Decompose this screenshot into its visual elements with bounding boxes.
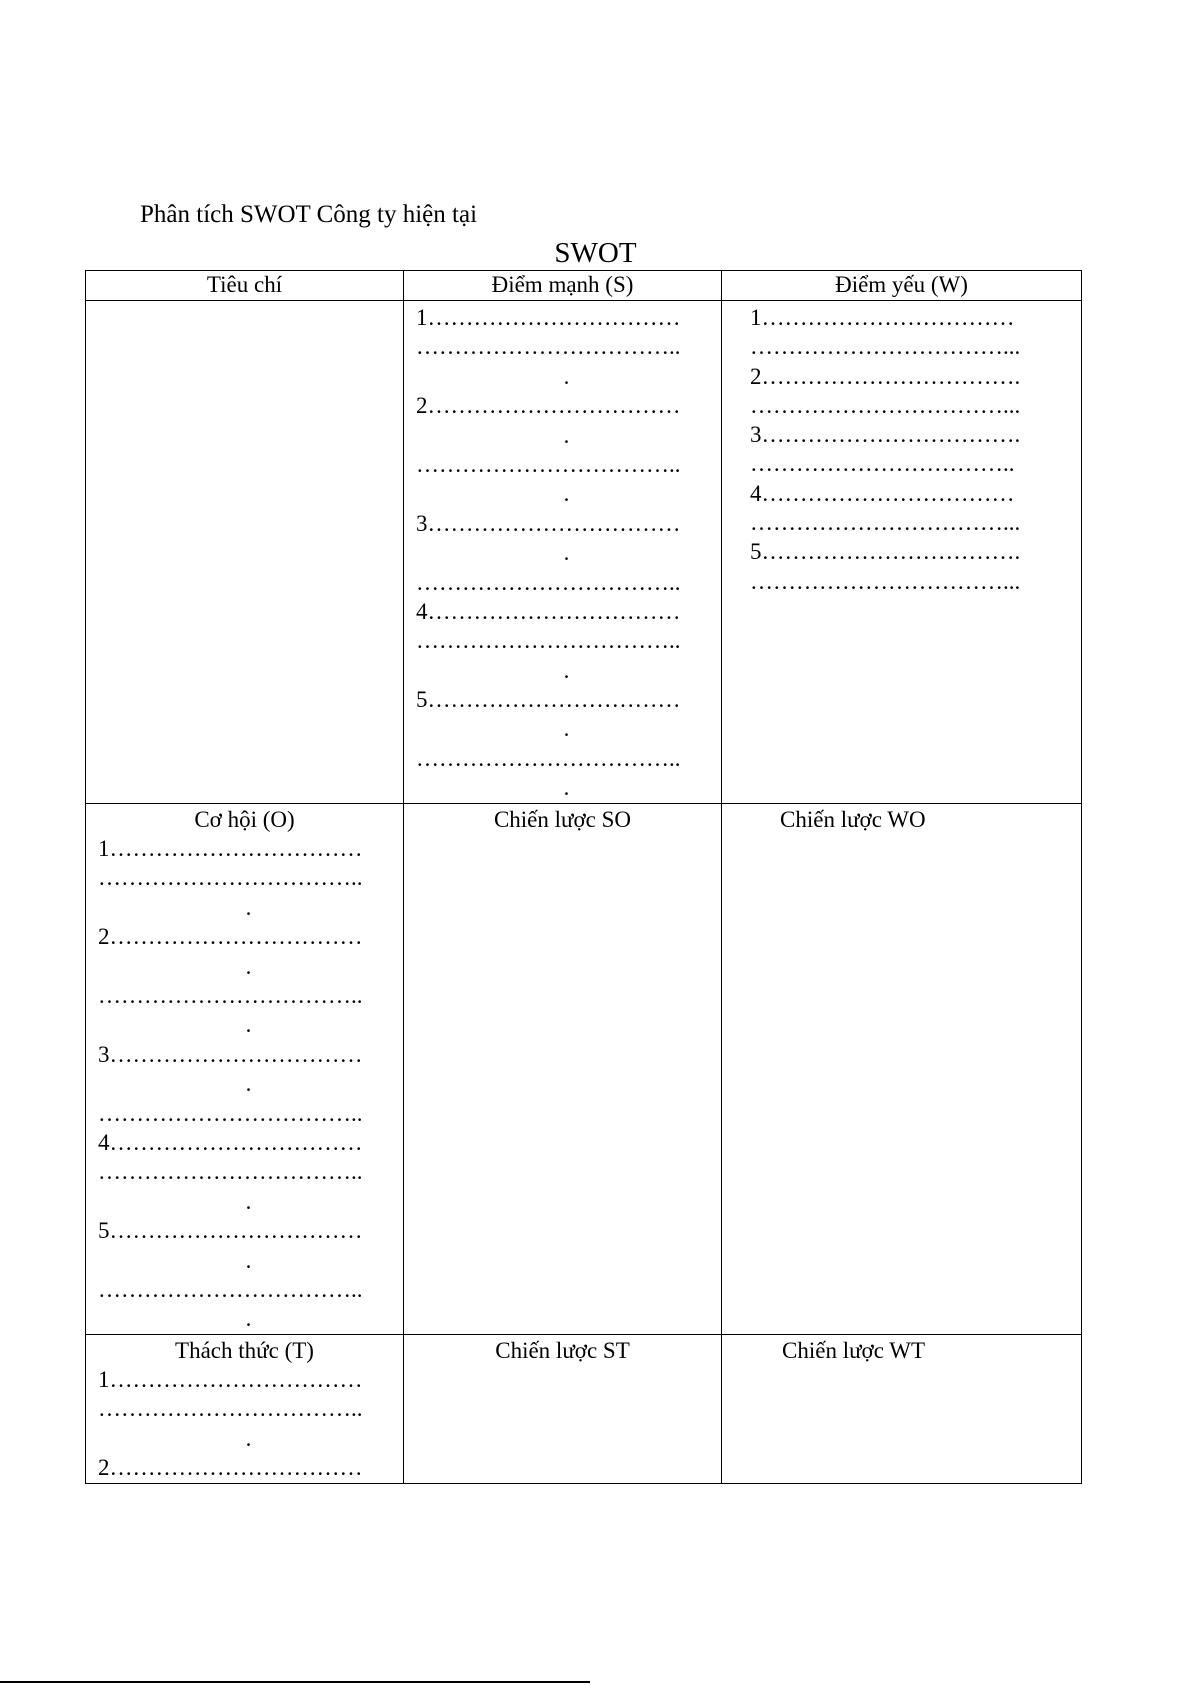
opportunities-heading: Cơ hội (O) [194, 806, 295, 832]
weakness-line: ……………………………... [750, 392, 1021, 418]
strength-line: . [563, 716, 570, 742]
weakness-line: 1…………………………… [750, 305, 1015, 330]
opportunity-line: . [245, 894, 252, 920]
strategy-so-cell [404, 803, 722, 1334]
criteria-empty-cell [86, 301, 404, 804]
strength-line: 2…………………………… [416, 393, 681, 419]
opportunity-line: …………………………….. [98, 1276, 363, 1302]
weakness-line: ……………………………... [750, 568, 1021, 594]
header-weaknesses: Điểm yếu (W) [722, 271, 1082, 301]
threat-line: …………………………….. [98, 1396, 363, 1422]
opportunity-line: 5…………………………… [98, 1218, 363, 1244]
strength-line: 5…………………………… [416, 687, 681, 713]
strength-line: …………………………….. [416, 628, 681, 654]
strength-line: …………………………….. [416, 451, 681, 477]
strength-line: 3…………………………… [416, 510, 681, 536]
strength-line: . [563, 540, 570, 566]
strength-line: 4…………………………… [416, 598, 681, 624]
weakness-line: …………………………….. [750, 451, 1015, 477]
strategy-wt-cell [722, 1334, 1082, 1483]
opportunity-line: …………………………….. [98, 983, 363, 1008]
threat-line: 1…………………………… [98, 1367, 363, 1393]
opportunity-line: 4…………………………… [98, 1129, 363, 1155]
weaknesses-cell [722, 301, 1082, 804]
strength-line: . [563, 363, 570, 389]
opportunity-line: . [245, 1012, 252, 1038]
header-criteria: Tiêu chí [86, 271, 404, 301]
swot-title: SWOT [554, 237, 637, 269]
weakness-line: ……………………………... [750, 510, 1021, 536]
strength-line: …………………………….. [416, 569, 681, 595]
strength-line: . [563, 657, 570, 683]
opportunity-line: 1…………………………… [98, 836, 363, 862]
strategy-st-label: Chiến lược ST [495, 1337, 630, 1363]
page-bottom-rule [0, 1681, 590, 1683]
weakness-line: ……………………………... [750, 334, 1021, 360]
threats-heading: Thách thức (T) [175, 1337, 314, 1363]
opportunities-list [86, 834, 403, 1334]
strategy-st-cell [404, 1334, 722, 1483]
weakness-line: 4…………………………… [750, 480, 1015, 506]
threats-row [86, 1334, 1082, 1483]
strength-line: . [563, 422, 570, 448]
header-strengths: Điểm mạnh (S) [404, 271, 722, 301]
opportunity-line: . [245, 1247, 252, 1273]
opportunity-line: 3…………………………… [98, 1041, 363, 1067]
weakness-line: 3……………………………. [750, 422, 1021, 448]
threats-cell [86, 1334, 404, 1483]
opportunity-line: . [245, 1071, 252, 1097]
swot-table [85, 270, 1082, 1484]
opportunity-line: 2…………………………… [98, 924, 363, 950]
threat-line: . [245, 1425, 252, 1451]
strength-line: …………………………….. [416, 334, 681, 360]
opportunity-line: . [245, 953, 252, 979]
weakness-line: 2……………………………. [750, 363, 1021, 389]
sw-row [86, 301, 1082, 804]
opportunities-cell [86, 803, 404, 1334]
strengths-list [404, 301, 721, 803]
strengths-cell [404, 301, 722, 804]
document-heading: Phân tích SWOT Công ty hiện tại [140, 201, 478, 228]
opportunity-line: …………………………….. [98, 865, 363, 891]
opportunity-line: …………………………….. [98, 1100, 363, 1126]
strength-line: . [563, 775, 570, 801]
opportunity-line: …………………………….. [98, 1159, 363, 1185]
strategy-wo-label: Chiến lược WO [780, 806, 926, 832]
strategy-so-label: Chiến lược SO [493, 806, 632, 832]
strength-line: . [563, 481, 570, 507]
weaknesses-list [722, 301, 1081, 596]
opportunities-row [86, 803, 1082, 1334]
threat-line: 2…………………………… [98, 1455, 363, 1481]
opportunity-line: . [245, 1306, 252, 1332]
strength-line: 1…………………………… [416, 305, 681, 330]
threats-list [86, 1365, 403, 1483]
strategy-wo-cell [722, 803, 1082, 1334]
strategy-wt-label: Chiến lược WT [782, 1337, 926, 1363]
weakness-line: 5……………………………. [750, 539, 1021, 565]
opportunity-line: . [245, 1188, 252, 1214]
header-row [86, 271, 1082, 301]
strength-line: …………………………….. [416, 745, 681, 771]
